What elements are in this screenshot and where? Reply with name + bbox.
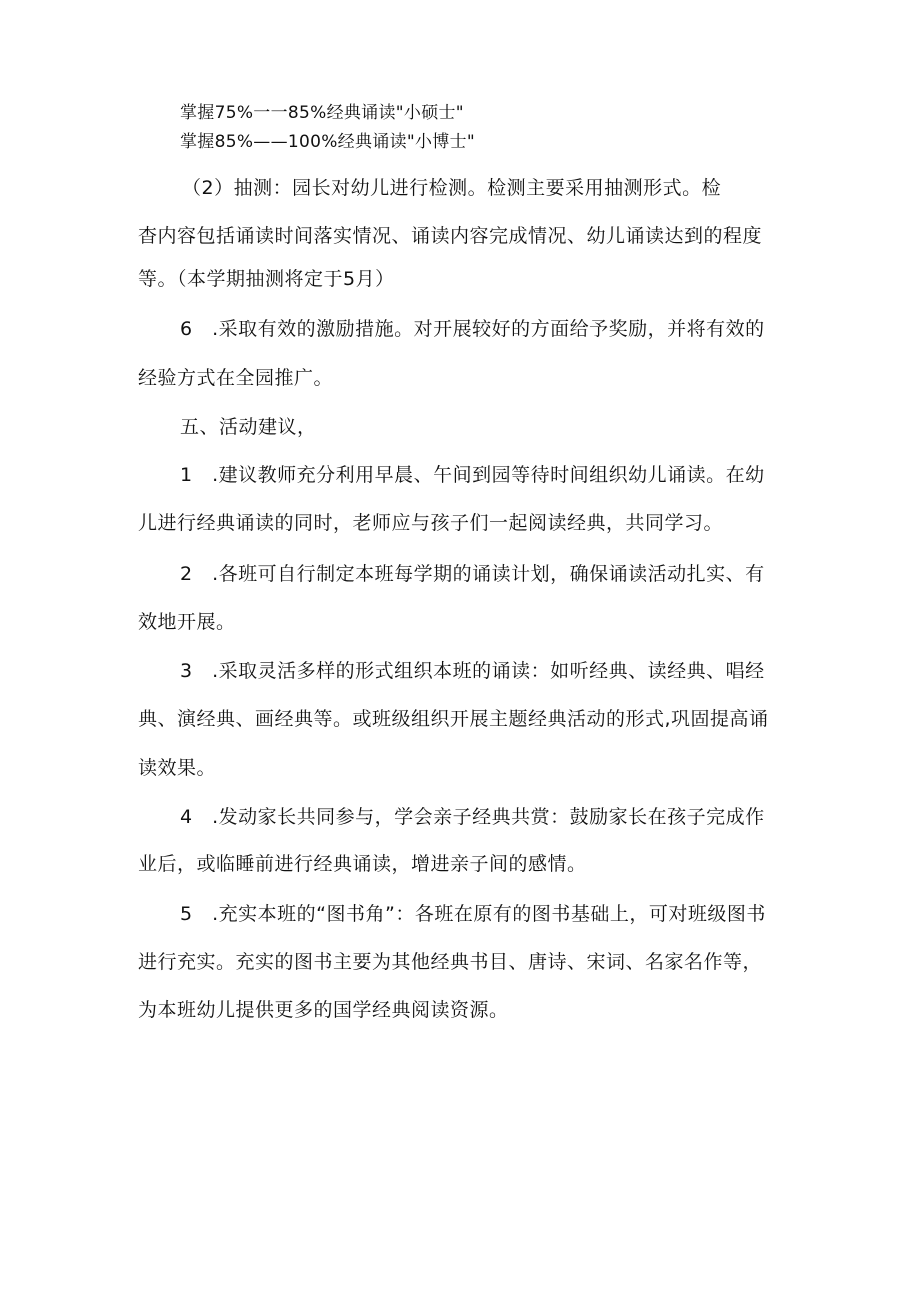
text-line-4: 杳内容包括诵读时间落实情况、诵读内容完成情况、幼儿诵读达到的程度 [138, 225, 763, 247]
text-line-11: 2 .各班可自行制定本班每学期的诵读计划，确保诵读活动扎实、有 [180, 563, 765, 585]
text-line-17: 业后，或临睡前进行经典诵读，增进亲子间的感情。 [138, 853, 587, 875]
text-line-15: 读效果。 [138, 757, 217, 779]
text-line-7: 经验方式在全园推广。 [138, 367, 334, 389]
text-line-20: 为本班幼儿提供更多的国学经典阅读资源。 [138, 999, 509, 1021]
text-line-3: （2）抽测：园长对幼儿进行检测。检测主要采用抽测形式。检 [182, 177, 722, 199]
text-line-18: 5 .充实本班的“图书角”：各班在原有的图书基础上，可对班级图书 [180, 903, 766, 925]
section-heading: 五、活动建议， [180, 416, 317, 438]
text-line-16: 4 .发动家长共同参与，学会亲子经典共赏：鼓励家长在孩子完成作 [180, 806, 765, 828]
text-line-1: 掌握75%一一85%经典诵读"小硕士" [180, 103, 464, 123]
text-line-19: 进行充实。充实的图书主要为其他经典书目、唐诗、宋词、名家名作等， [138, 951, 763, 973]
text-line-13: 3 .采取灵活多样的形式组织本班的诵读：如听经典、读经典、唱经 [180, 660, 765, 682]
text-line-5: 等。（本学期抽测将定于5月） [138, 268, 395, 290]
text-line-12: 效地开展。 [138, 611, 236, 633]
text-line-14: 典、演经典、画经典等。或班级组织开展主题经典活动的形式,巩固提高诵 [138, 708, 769, 730]
text-line-2: 掌握85%——100%经典诵读"小博士" [180, 132, 476, 152]
text-line-6: 6 .采取有效的激励措施。对开展较好的方面给予奖励，并将有效的 [180, 318, 765, 340]
text-line-10: 儿进行经典诵读的同时，老师应与孩子们一起阅读经典，共同学习。 [138, 512, 724, 534]
text-line-9: 1 .建议教师充分利用早晨、午间到园等待时间组织幼儿诵读。在幼 [180, 464, 765, 486]
